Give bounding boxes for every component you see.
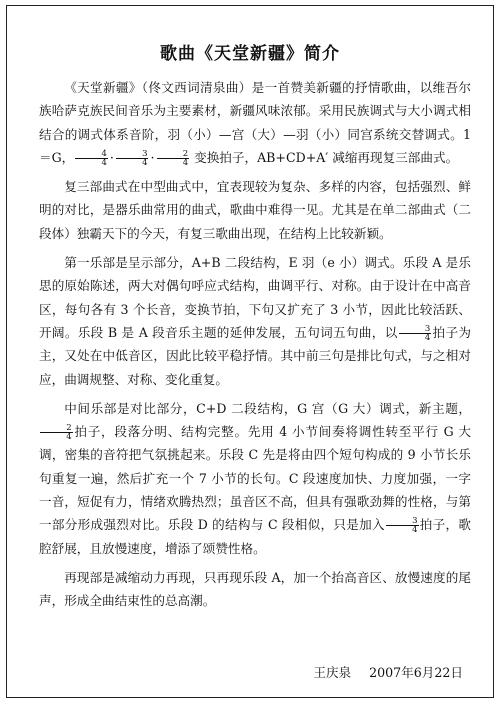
paragraph-1-text-a: 《天堂新疆》（佟文西词清泉曲）是一首赞美新疆的抒情歌曲，以维吾尔族哈萨克族民间音乐为主要素材，新疆风味浓郁。采用民族调式与大小调式相结合的调式体系音阶，羽（小）—宫（大）—羽（小）同宫系统交替调式。1＝G， — [39, 80, 471, 165]
time-signature-3-4: $\frac{3}{4}$ — [399, 325, 432, 342]
paragraph-4 — [39, 397, 471, 560]
time-signature-2-4: $\frac{2}{4}$ — [40, 424, 73, 441]
signature-line — [313, 662, 463, 681]
paragraph-1: 《天堂新疆》（佟文西词清泉曲）是一首赞美新疆的抒情歌曲，以维吾尔族哈萨克族民间音乐为主要素材，新疆风味浓郁。采用民族调式与大小调式相结合的调式体系音阶，羽（小）—宫（大）—羽（小）同宫系统交替调式。1＝G， $\frac{4}{4}$ · $\frac{3}{4}$ · $\frac{2}{4}$ 变换拍子，AB+CD+A′ 减缩再现复三部曲式。 — [39, 80, 471, 168]
time-signature-4-4: $\frac{4}{4}$ — [75, 150, 108, 167]
time-signature-3-4: $\frac{3}{4}$ — [116, 150, 149, 167]
signature-date: 2007年6月22日 — [369, 665, 463, 680]
paragraph-3-text-b: 拍子为主，又处在中低音区，因此比较平稳抒情。其中前三句是排比句式，与之相对应，曲调规整、对称、变化重复。 — [39, 324, 471, 387]
time-signature-3-4: $\frac{3}{4}$ — [386, 517, 419, 534]
author-name: 王庆泉 — [313, 665, 352, 680]
paragraph-4-text-b: 拍子，段落分明、结构完整。先用 4 小节间奏将调性转至平行 G 大调，密集的音符把气氛挑起来。乐段 C 先是将由四个短句构成的 9 小节长乐句重复一遍，然后扩充一个 7 小节的长句。C 段速度加快、力度加强，一字一音，短促有力，情绪欢腾热烈；虽音区不高，但具有强歌劲舞的性格，与第一部分形成强烈对比。乐段 D 的结构与 C 段相似，只是加入 — [39, 424, 471, 533]
paragraph-2: 复三部曲式在中型曲式中，宜表现较为复杂、多样的内容，包括强烈、鲜明的对比，是器乐曲常用的曲式，歌曲中难得一见。尤其是在单二部曲式（二段体）独霸天下的今天，有复三歌曲出现，在结构上比较新颖。 — [39, 179, 471, 241]
paragraph-4-text-c: 拍子，歌腔舒展，且放慢速度，增添了颂赞性格。 — [39, 517, 472, 556]
paragraph-3-text-a: 第一乐部是呈示部分，A+B 二段结构，E 羽（e 小）调式。乐段 A 是乐思的原始陈述，两大对偶句呼应式结构，曲调平行、对称。由于设计在中高音区，每句各有 3 个长音，变换节拍，下句又扩充了 3 小节，因此比较活跃、开阔。乐段 B 是 A 段音乐主题的延伸发展，五句词五句曲，以 — [39, 255, 471, 340]
paragraph-1-text-b: 变换拍子，AB+CD+A′ 减缩再现复三部曲式。 — [190, 149, 459, 165]
document-body — [39, 76, 471, 617]
paragraph-3 — [39, 251, 471, 391]
document-page — [6, 5, 494, 698]
time-signature-2-4: $\frac{2}{4}$ — [157, 150, 190, 167]
paragraph-4-text-a: 中间乐部是对比部分，C+D 二段结构，G 宫（G 大）调式，新主题， — [64, 400, 471, 416]
document-title: 歌曲《天堂新疆》简介 — [160, 44, 340, 64]
paragraph-5: 再现部是减缩动力再现，只再现乐段 A，加一个抬高音区、放慢速度的尾声，形成全曲结束性的总高潮。 — [39, 569, 471, 609]
